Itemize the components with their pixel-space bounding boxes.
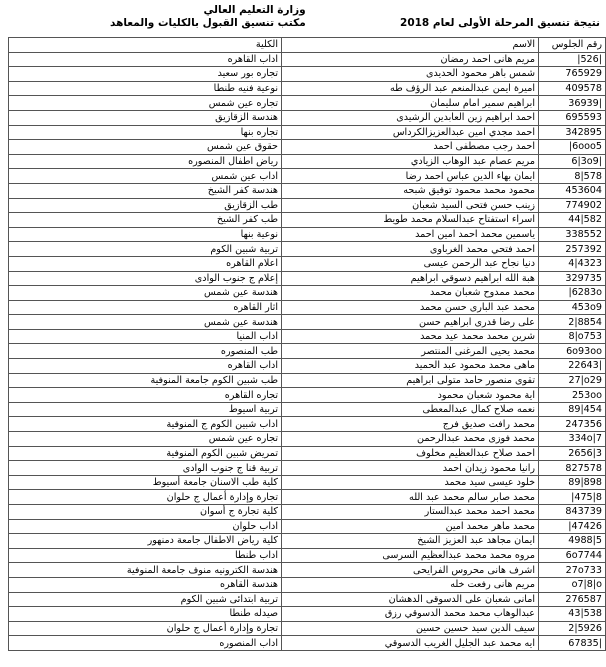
seat-number: 43|538 <box>539 607 606 622</box>
header-college: الكلية <box>9 38 282 53</box>
table-row <box>9 636 606 651</box>
seat-number: o7|8|o <box>539 577 606 592</box>
student-name: احمد ابراهيم زين العابدين الرشيدى <box>282 110 539 125</box>
college-name: اداب طنطا <box>9 548 282 563</box>
college-name: طب المنصوره <box>9 344 282 359</box>
college-name: نوعية فنيه طنطا <box>9 81 282 96</box>
seat-number: |6283o <box>539 286 606 301</box>
table-header-row <box>9 38 606 53</box>
seat-number: 89|898 <box>539 475 606 490</box>
student-name: امانى شعبان على الدسوقى الدهشان <box>282 592 539 607</box>
student-name: اية محمود شعبان محمود <box>282 388 539 403</box>
college-name: رياض اطفال المنصوره <box>9 154 282 169</box>
table-row <box>9 607 606 622</box>
college-name: تجاره القاهره <box>9 388 282 403</box>
table-row <box>9 490 606 505</box>
student-name: اميرة ايمن عبدالمنعم عبد الرؤف طه <box>282 81 539 96</box>
table-row <box>9 125 606 140</box>
college-name: اداب القاهره <box>9 52 282 67</box>
college-name: اداب عين شمس <box>9 169 282 184</box>
college-name: هندسة الزقازيق <box>9 110 282 125</box>
table-row <box>9 373 606 388</box>
table-row <box>9 388 606 403</box>
table-row <box>9 300 606 315</box>
table-row <box>9 286 606 301</box>
seat-number: 276587 <box>539 592 606 607</box>
seat-number: 334o|7 <box>539 432 606 447</box>
college-name: هندسة القاهره <box>9 577 282 592</box>
table-row <box>9 67 606 82</box>
table-row <box>9 563 606 578</box>
seat-number: 338552 <box>539 227 606 242</box>
college-name: تجارة وإدارة أعمال ج حلوان <box>9 490 282 505</box>
student-name: دنيا نجاح عبد الرحمن عيسى <box>282 256 539 271</box>
student-name: ايه محمد عبد الجليل الغريب الدسوقي <box>282 636 539 651</box>
table-row <box>9 402 606 417</box>
seat-number: 8|578 <box>539 169 606 184</box>
seat-number: 827578 <box>539 461 606 476</box>
student-name: عبدالوهاب محمد محمد الدسوقي رزق <box>282 607 539 622</box>
table-row <box>9 417 606 432</box>
seat-number: 36939| <box>539 96 606 111</box>
table-row <box>9 52 606 67</box>
college-name: طب شبين الكوم جامعة المنوفية <box>9 373 282 388</box>
college-name: نوعية بنها <box>9 227 282 242</box>
student-name: محمد ماهر محمد امين <box>282 519 539 534</box>
table-row <box>9 154 606 169</box>
table-row <box>9 242 606 257</box>
table-row <box>9 96 606 111</box>
college-name: تجاره بنها <box>9 125 282 140</box>
college-name: تربية شبين الكوم <box>9 242 282 257</box>
college-name: هندسة كفر الشيخ <box>9 183 282 198</box>
ministry-name: وزارة التعليم العالي <box>203 4 306 16</box>
header-code: رقم الجلوس <box>539 38 606 53</box>
college-name: إعلام ج جنوب الوادى <box>9 271 282 286</box>
college-name: اعلام القاهره <box>9 256 282 271</box>
student-name: شرين محمد محمد عيد محمد <box>282 329 539 344</box>
student-name: احمد مجدي امين عبدالعزيزالكرداس <box>282 125 539 140</box>
student-name: مروه محمد محمد عبدالعظيم السرسى <box>282 548 539 563</box>
results-title: نتيجة تنسيق المرحلة الأولى لعام 2018 <box>400 17 600 29</box>
student-name: محمد ممدوح شعبان محمد <box>282 286 539 301</box>
student-name: تقوى منصور حامد متولى ابراهيم <box>282 373 539 388</box>
college-name: طب كفر الشيخ <box>9 213 282 228</box>
student-name: هبة الله ابراهيم دسوقي ابراهيم <box>282 271 539 286</box>
seat-number: 409578 <box>539 81 606 96</box>
student-name: محمد فوزى محمد عبدالرحمن <box>282 432 539 447</box>
seat-number: 6o93oo <box>539 344 606 359</box>
ministry-header <box>110 4 306 30</box>
table-row <box>9 169 606 184</box>
college-name: تربية قنا ج جنوب الوادى <box>9 461 282 476</box>
table-row <box>9 256 606 271</box>
student-name: ابراهيم سمير امام سليمان <box>282 96 539 111</box>
student-name: احمد فتحي محمد الغرباوى <box>282 242 539 257</box>
seat-number: |6ooo5 <box>539 140 606 155</box>
seat-number: 2656|3 <box>539 446 606 461</box>
seat-number: 22643| <box>539 359 606 374</box>
table-body <box>9 52 606 650</box>
seat-number: 453604 <box>539 183 606 198</box>
college-name: تجارة وإدارة أعمال ج حلوان <box>9 621 282 636</box>
seat-number: 6|3o9| <box>539 154 606 169</box>
seat-number: 2|5926 <box>539 621 606 636</box>
seat-number: 247356 <box>539 417 606 432</box>
college-name: تمريض شبين الكوم المنوفية <box>9 446 282 461</box>
table-row <box>9 183 606 198</box>
seat-number: 89|454 <box>539 402 606 417</box>
student-name: ايمان بهاء الدين عباس احمد رضا <box>282 169 539 184</box>
table-row <box>9 315 606 330</box>
student-name: اسراء استفتاح عبدالسلام محمد طويط <box>282 213 539 228</box>
college-name: تجاره بور سعيد <box>9 67 282 82</box>
student-name: محمد عبد البارى حسن محمد <box>282 300 539 315</box>
college-name: صيدله طنطا <box>9 607 282 622</box>
student-name: مريم عصام عبد الوهاب الزيادي <box>282 154 539 169</box>
student-name: شمس باهر محمود الحديدى <box>282 67 539 82</box>
seat-number: 695593 <box>539 110 606 125</box>
office-name: مكتب تنسيق القبول بالكليات والمعاهد <box>110 17 306 29</box>
college-name: اداب حلوان <box>9 519 282 534</box>
table-row <box>9 110 606 125</box>
college-name: اداب المنصوره <box>9 636 282 651</box>
table-row <box>9 621 606 636</box>
seat-number: 27|o29 <box>539 373 606 388</box>
table-row <box>9 344 606 359</box>
college-name: كلية تجارة ج أسوان <box>9 505 282 520</box>
student-name: محمد يحيى المرغنى المنتصر <box>282 344 539 359</box>
college-name: تجاره عين شمس <box>9 432 282 447</box>
college-name: اثار القاهره <box>9 300 282 315</box>
seat-number: |526| <box>539 52 606 67</box>
student-name: محمد رافت صديق فرج <box>282 417 539 432</box>
student-name: ياسمين محمد احمد امين احمد <box>282 227 539 242</box>
seat-number: 342895 <box>539 125 606 140</box>
college-name: اداب القاهره <box>9 359 282 374</box>
college-name: كلية طب الاسنان جامعة أسيوط <box>9 475 282 490</box>
seat-number: 253oo <box>539 388 606 403</box>
seat-number: 257392 <box>539 242 606 257</box>
table-row <box>9 577 606 592</box>
seat-number: 765929 <box>539 67 606 82</box>
table-row <box>9 227 606 242</box>
table-row <box>9 329 606 344</box>
table-row <box>9 213 606 228</box>
seat-number: 843739 <box>539 505 606 520</box>
table-row <box>9 592 606 607</box>
student-name: على رضا قدرى ابراهيم حسن <box>282 315 539 330</box>
student-name: مريم هانى رفعت خله <box>282 577 539 592</box>
student-name: مريم هانى احمد رمضان <box>282 52 539 67</box>
seat-number: 774902 <box>539 198 606 213</box>
table-row <box>9 140 606 155</box>
seat-number: 8|o753 <box>539 329 606 344</box>
college-name: اداب شبين الكوم ج المنوفية <box>9 417 282 432</box>
table-row <box>9 519 606 534</box>
seat-number: 2|8854 <box>539 315 606 330</box>
table-row <box>9 534 606 549</box>
table-row <box>9 81 606 96</box>
table-row <box>9 198 606 213</box>
header-name: الاسم <box>282 38 539 53</box>
seat-number: 453o9 <box>539 300 606 315</box>
college-name: حقوق عين شمس <box>9 140 282 155</box>
seat-number: 6o7744 <box>539 548 606 563</box>
student-name: محمد صابر سالم محمد عبد الله <box>282 490 539 505</box>
table-row <box>9 359 606 374</box>
student-name: اشرف هانى محروس الفرايحى <box>282 563 539 578</box>
college-name: تربية ابتدائى شبين الكوم <box>9 592 282 607</box>
student-name: احمد صلاح عبدالعظيم مخلوف <box>282 446 539 461</box>
table-row <box>9 505 606 520</box>
student-name: احمد رجب مصطفى احمد <box>282 140 539 155</box>
college-name: كلية رياض الاطفال جامعة دمنهور <box>9 534 282 549</box>
student-name: رانيا محمود زيدان احمد <box>282 461 539 476</box>
seat-number: 44|582 <box>539 213 606 228</box>
table-row <box>9 432 606 447</box>
student-name: سيف الدين سيد حسين حسين <box>282 621 539 636</box>
student-name: خلود عيسى سيد محمد <box>282 475 539 490</box>
table-row <box>9 271 606 286</box>
student-name: محمد احمد محمد عبدالستار <box>282 505 539 520</box>
college-name: هندسة عين شمس <box>9 315 282 330</box>
table-row <box>9 548 606 563</box>
college-name: طب الزقازيق <box>9 198 282 213</box>
college-name: تجاره عين شمس <box>9 96 282 111</box>
seat-number: |47426 <box>539 519 606 534</box>
results-table <box>8 37 606 651</box>
seat-number: 27o733 <box>539 563 606 578</box>
student-name: محمود محمد محمود توفيق شبحه <box>282 183 539 198</box>
table-row <box>9 461 606 476</box>
college-name: هندسة الكترونيه منوف جامعة المنوفية <box>9 563 282 578</box>
student-name: نعمه صلاح كمال عبدالمعطى <box>282 402 539 417</box>
college-name: اداب المنيا <box>9 329 282 344</box>
student-name: ايمان مجاهد عبد العزيز الشيخ <box>282 534 539 549</box>
seat-number: 67835| <box>539 636 606 651</box>
seat-number: 4|4323 <box>539 256 606 271</box>
table-row <box>9 475 606 490</box>
college-name: هندسة عين شمس <box>9 286 282 301</box>
seat-number: 4988|5 <box>539 534 606 549</box>
student-name: ماهى محمد محمود عبد الحميد <box>282 359 539 374</box>
college-name: تربية اسيوط <box>9 402 282 417</box>
table-row <box>9 446 606 461</box>
seat-number: |475|8 <box>539 490 606 505</box>
student-name: زينب حسن فتحى السيد شعبان <box>282 198 539 213</box>
seat-number: 329735 <box>539 271 606 286</box>
